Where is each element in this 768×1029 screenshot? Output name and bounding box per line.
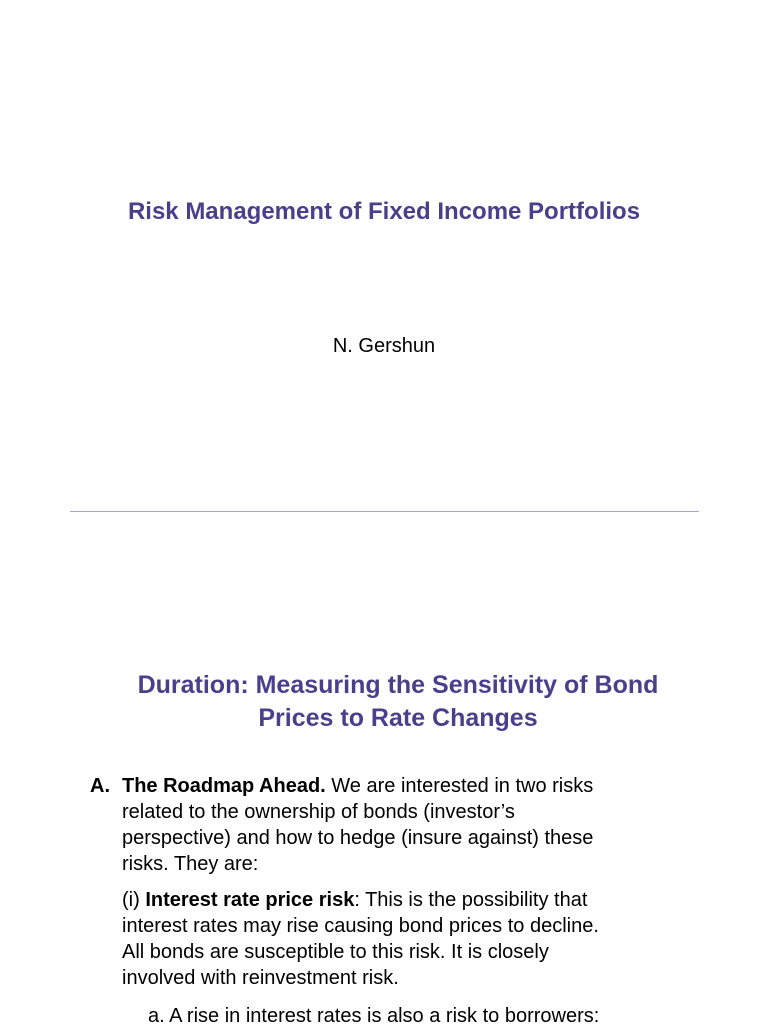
item-i-paragraph <box>122 887 682 991</box>
page-divider <box>70 511 699 512</box>
item-i-line1-rest: : This is the possibility that <box>354 889 588 911</box>
slide-duration <box>0 513 768 1027</box>
item-i-line3: All bonds are susceptible to this risk. It is closely <box>122 941 549 963</box>
section-a-marker: A. <box>90 775 110 797</box>
section-a-line2: related to the ownership of bonds (investor’s <box>122 801 515 823</box>
item-i-prefix: (i) <box>122 889 146 911</box>
section-a-line1 <box>90 773 690 799</box>
slide-title-page <box>0 0 768 512</box>
subitem-a-paragraph: a. A rise in interest rates is also a risk to borrowers: <box>148 1005 600 1027</box>
item-i-term: Interest rate price risk <box>145 889 355 911</box>
item-i-line2: interest rates may rise causing bond prices to decline. <box>122 915 599 937</box>
item-i-line4: involved with reinvestment risk. <box>122 967 399 989</box>
slide-heading <box>80 669 716 735</box>
slide-heading-line1: Duration: Measuring the Sensitivity of Bond <box>137 671 659 699</box>
author-name: N. Gershun <box>332 335 436 357</box>
slide-heading-line2: Prices to Rate Changes <box>258 704 538 732</box>
item-i-line1 <box>122 889 587 911</box>
section-a-line4: risks. They are: <box>122 853 259 875</box>
section-a-line1-text: We are interested in two risks <box>325 775 594 797</box>
section-a-line3: perspective) and how to hedge (insure against) these <box>122 827 594 849</box>
section-a-paragraph <box>90 773 690 877</box>
section-a-heading: The Roadmap Ahead. <box>122 775 326 797</box>
presentation-title: Risk Management of Fixed Income Portfolios <box>127 198 641 225</box>
